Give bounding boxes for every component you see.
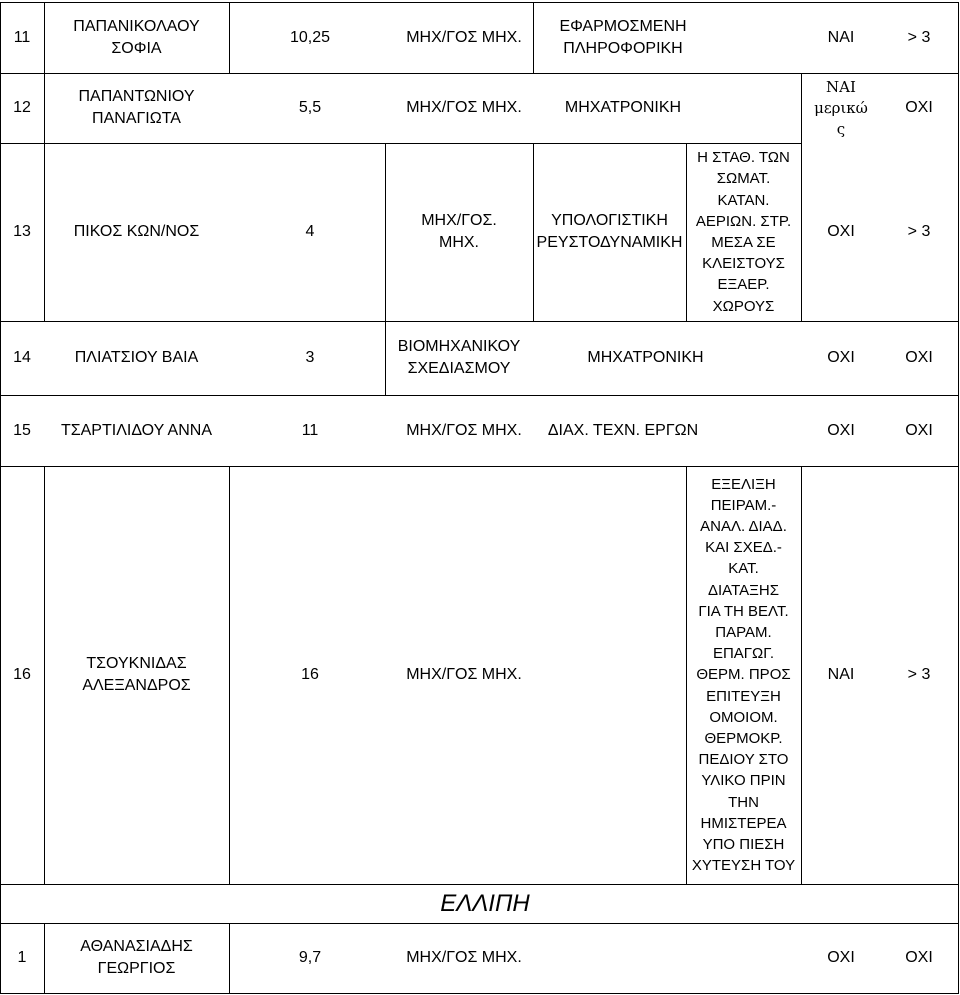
row-11-specialty: ΜΗΧ/ΓΟΣ ΜΗΧ. — [406, 28, 522, 46]
row-13-name: ΠΙΚΟΣ ΚΩΝ/ΝΟΣ — [73, 223, 200, 240]
row-12-name: ΠΑΠΑΝΤΩΝΙΟΥ ΠΑΝΑΓΙΩΤΑ — [78, 88, 195, 127]
rule — [229, 923, 230, 993]
row-1-specialty: ΜΗΧ/ΓΟΣ ΜΗΧ. — [406, 949, 522, 966]
row-1-grade: 9,7 — [298, 949, 322, 966]
rule — [0, 993, 958, 994]
row-14-answer: ΟΧΙ — [905, 349, 933, 366]
row-15-yes-no: ΟΧΙ — [827, 421, 855, 439]
section-label: ΕΛΛΙΠΗ — [440, 889, 530, 917]
row-1-id: 1 — [17, 949, 27, 966]
row-12-specialty: ΜΗΧ/ΓΟΣ ΜΗΧ. — [406, 99, 522, 116]
row-12-grade: 5,5 — [298, 99, 322, 116]
row-11-years: > 3 — [907, 28, 931, 46]
row-11-grade: 10,25 — [289, 28, 331, 46]
row-16-specialty: ΜΗΧ/ΓΟΣ ΜΗΧ. — [406, 666, 522, 683]
row-11-yes-no: ΝΑΙ — [827, 28, 855, 46]
row-15-id: 15 — [13, 421, 31, 439]
row-15-answer: ΟΧΙ — [905, 421, 933, 439]
rule — [229, 466, 230, 884]
row-16-grade: 16 — [301, 666, 319, 683]
row-16-thesis: ΕΞΕΛΙΞΗ ΠΕΙΡΑΜ.- ΑΝΑΛ. ΔΙΑΔ. ΚΑΙ ΣΧΕΔ.- ΚΑΤ. ΔΙΑΤΑΞΗΣ ΓΙΑ ΤΗ ΒΕΛΤ. ΠΑΡΑΜ. ΕΠΑΓΩΓ. ΘΕΡΜ. ΠΡΟΣ ΕΠΙΤΕΥΞΗ ΟΜΟΙΟΜ. ΘΕΡΜΟΚΡ. ΠΕΔΙΟΥ ΣΤΟ ΥΛΙΚΟ ΠΡΙΝ ΤΗΝ ΗΜΙΣΤΕΡΕΑ ΥΠΟ ΠΙΕΣΗ ΧΥΤΕΥΣΗ ΤΟΥ — [691, 475, 796, 875]
row-1-name: ΑΘΑΝΑΣΙΑΔΗΣ ΓΕΩΡΓΙΟΣ — [80, 938, 193, 977]
row-13-field: ΥΠΟΛΟΓΙΣΤΙΚΗ ΡΕΥΣΤΟΔΥΝΑΜΙΚΗ — [536, 212, 683, 251]
row-14-specialty: ΒΙΟΜΗΧΑΝΙΚΟΥ ΣΧΕΔΙΑΣΜΟΥ — [397, 338, 521, 377]
rule — [958, 2, 959, 994]
row-11-field: ΕΦΑΡΜΟΣΜΕΝΗ ΠΛΗΡΟΦΟΡΙΚΗ — [559, 17, 687, 57]
row-15-field: ΔΙΑΧ. ΤΕΧΝ. ΕΡΓΩΝ — [547, 421, 699, 439]
row-13-yes-no: ΟΧΙ — [827, 223, 855, 240]
row-11-id: 11 — [13, 28, 31, 46]
row-16-id: 16 — [13, 666, 31, 683]
row-13-specialty: ΜΗΧ/ΓΟΣ. ΜΗΧ. — [421, 212, 497, 251]
row-1-answer: ΟΧΙ — [905, 949, 933, 966]
row-13-years: > 3 — [907, 223, 931, 240]
row-12-id: 12 — [13, 99, 31, 116]
row-12-field: ΜΗΧΑΤΡΟΝΙΚΗ — [564, 99, 682, 116]
row-16-name: ΤΣΟΥΚΝΙΔΑΣ ΑΛΕΞΑΝΔΡΟΣ — [82, 655, 191, 694]
row-11-name: ΠΑΠΑΝΙΚΟΛΑΟΥ ΣΟΦΙΑ — [73, 17, 200, 57]
row-14-grade: 3 — [305, 349, 315, 366]
row-12-yes-no: ΝΑΙ μερικώ ς — [814, 77, 868, 138]
rule — [229, 2, 230, 73]
row-14-yes-no: ΟΧΙ — [827, 349, 855, 366]
row-13-id: 13 — [13, 223, 31, 240]
row-14-field: ΜΗΧΑΤΡΟΝΙΚΗ — [587, 349, 704, 366]
row-16-yes-no: ΝΑΙ — [827, 666, 855, 683]
row-16-years: > 3 — [907, 666, 931, 683]
row-15-specialty: ΜΗΧ/ΓΟΣ ΜΗΧ. — [406, 421, 522, 439]
row-1-yes-no: ΟΧΙ — [827, 949, 855, 966]
row-13-thesis: Η ΣΤΑΘ. ΤΩΝ ΣΩΜΑΤ. ΚΑΤΑΝ. ΑΕΡΙΩΝ. ΣΤΡ. ΜΕΣΑ ΣΕ ΚΛΕΙΣΤΟΥΣ ΕΞΑΕΡ. ΧΩΡΟΥΣ — [695, 149, 792, 315]
row-12-answer: ΟΧΙ — [905, 99, 933, 116]
row-13-grade: 4 — [305, 223, 315, 240]
row-15-name: ΤΣΑΡΤΙΛΙΔΟΥ ΑΝΝΑ — [60, 421, 213, 439]
row-14-id: 14 — [13, 349, 31, 366]
row-15-grade: 11 — [301, 421, 319, 439]
row-14-name: ΠΛΙΑΤΣΙΟΥ ΒΑΙΑ — [74, 349, 199, 366]
